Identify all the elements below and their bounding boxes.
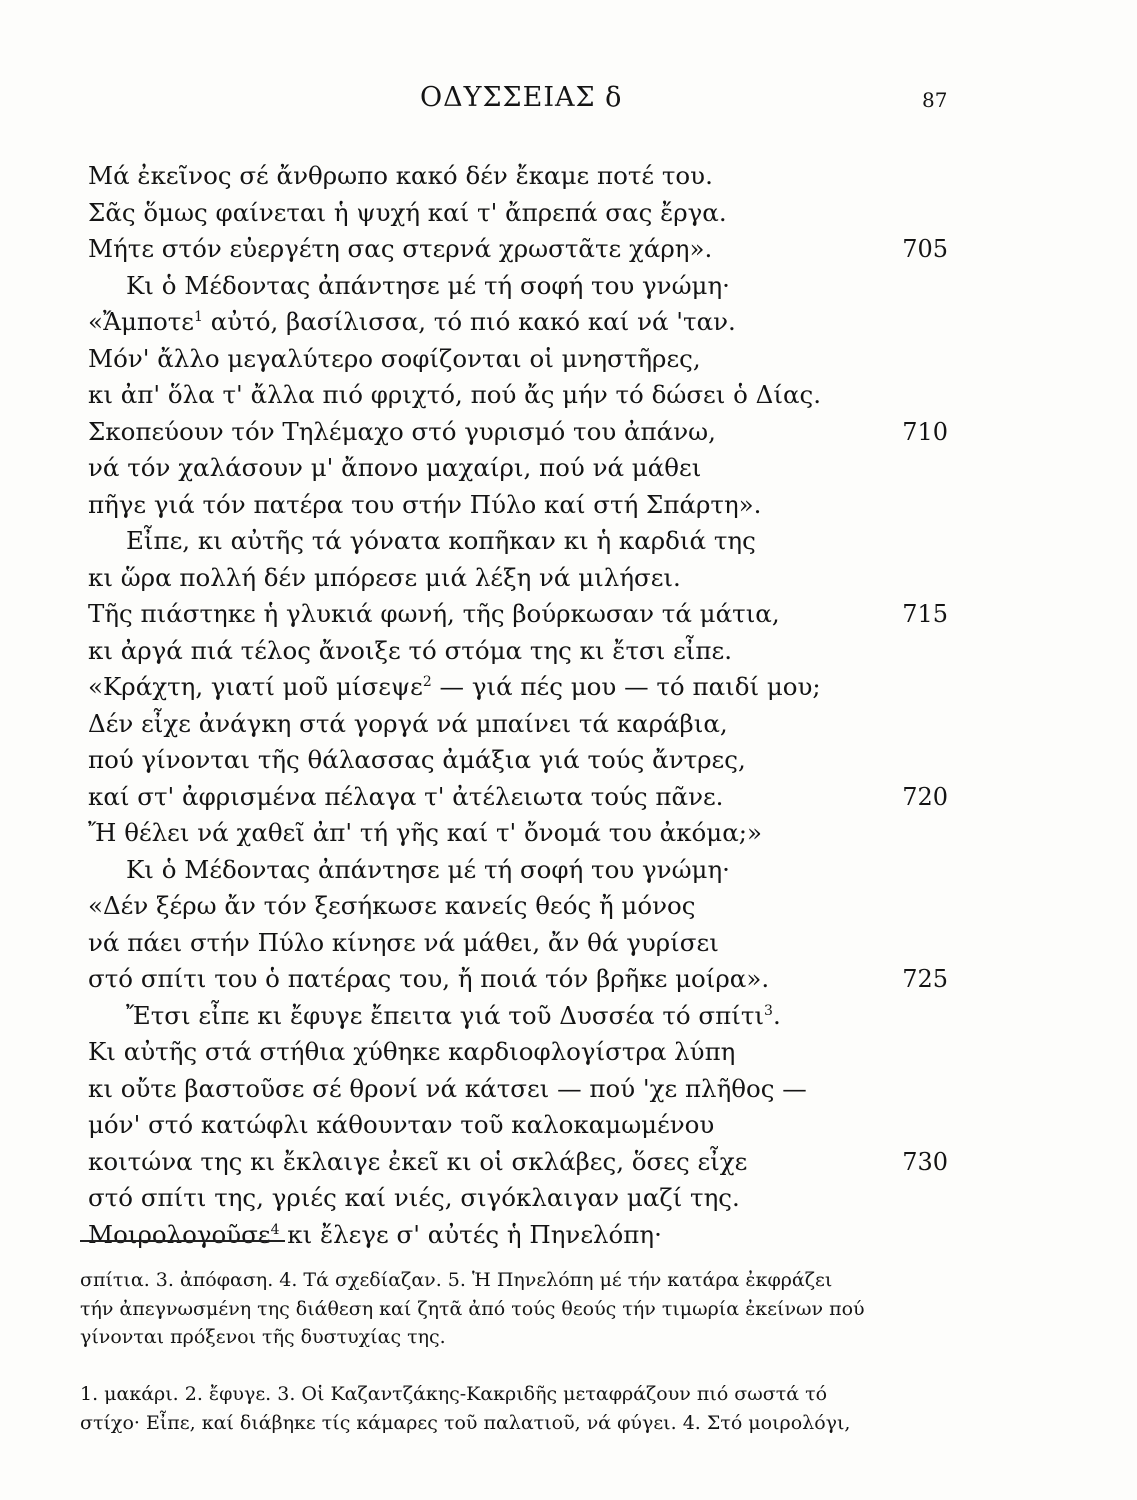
verse-text: κι ἀργά πιά τέλος ἄνοιξε τό στόμα της κι ἔτσι εἶπε. — [88, 635, 732, 665]
verse-line-text — [88, 307, 736, 336]
verse-text: κοιτώνα της κι ἔκλαιγε ἐκεῖ κι οἱ σκλάβες, ὅσες εἶχε — [88, 1146, 748, 1176]
verse-line — [88, 1180, 948, 1217]
verse-line — [88, 925, 948, 962]
verse-text: Μά ἐκεῖνος σέ ἄνθρωπο κακό δέν ἔκαμε ποτέ του. — [88, 161, 713, 190]
line-number: 710 — [902, 417, 948, 446]
verse-text: Σκοπεύουν τόν Τηλέμαχο στό γυρισμό του ἀπάνω, — [88, 416, 716, 446]
verse-text: Μήτε στόν εὐεργέτη σας στερνά χρωστᾶτε χάρη». — [88, 234, 713, 263]
verse-text: Τῆς πιάστηκε ἡ γλυκιά φωνή, τῆς βούρκωσαν τά μάτια, — [88, 599, 780, 628]
verse-line — [88, 706, 948, 743]
verse-line-text — [88, 380, 821, 409]
verse-line-text — [88, 1074, 807, 1103]
verse-line — [88, 195, 948, 232]
verse-line — [88, 487, 948, 524]
verse-text: Κι ὁ Μέδοντας ἀπάντησε μέ τή σοφή του γνώμη· — [126, 854, 730, 884]
verse-line — [88, 1217, 948, 1254]
verse-line-text — [88, 1147, 747, 1176]
verse-line-text — [88, 636, 732, 665]
footnote-line: στίχο· Εἶπε, καί διάβηκε τίς κάμαρες τοῦ παλατιοῦ, νά φύγει. 4. Στό μοιρολόγι, — [80, 1411, 851, 1434]
verse-line — [88, 669, 948, 706]
verse-line-text — [88, 964, 769, 993]
verse-text-continued: . — [772, 1000, 781, 1030]
verse-line-text — [88, 818, 762, 847]
verse-text: κι οὔτε βαστοῦσε σέ θρονί νά κάτσει — πού 'χε πλῆθος — — [88, 1073, 807, 1103]
verse-line — [88, 961, 948, 998]
verse-line — [88, 596, 948, 633]
footnote-line: γίνονται πρόξενοι τῆς δυστυχίας της. — [80, 1326, 446, 1348]
verse-line-text — [88, 1001, 781, 1030]
footnote-line: τήν ἀπεγνωσμένη της διάθεση καί ζητᾶ ἀπό τούς θεούς τήν τιμωρία ἐκείνων πού — [80, 1297, 865, 1320]
footnote-rule — [80, 1240, 285, 1242]
verse-line — [88, 450, 948, 487]
running-header-title: ΟΔΥΣΣΕΙΑΣ δ — [420, 82, 623, 113]
footnote-marker: 1 — [194, 309, 203, 325]
verse-text: «Ἄμποτε — [88, 307, 194, 336]
verse-line-text — [88, 599, 780, 628]
verse-line-text — [88, 672, 821, 701]
verse-text: κι ὥρα πολλή δέν μπόρεσε μιά λέξη νά μιλήσει. — [88, 562, 681, 592]
line-number: 725 — [902, 965, 948, 993]
verse-text-continued: αὐτό, βασίλισσα, τό πιό κακό καί νά 'ταν. — [202, 307, 736, 336]
verse-line — [88, 414, 948, 451]
verse-line-text — [88, 563, 681, 592]
verse-text: Σᾶς ὅμως φαίνεται ἡ ψυχή καί τ' ἄπρεπά σας ἔργα. — [88, 197, 727, 227]
verse-line-text — [88, 417, 716, 446]
verse-text: Κι αὐτῆς στά στήθια χύθηκε καρδιοφλογίστρα λύπη — [88, 1037, 736, 1066]
line-number: 720 — [902, 782, 948, 811]
page-number: 87 — [922, 88, 948, 112]
verse-text-continued: κι ἔλεγε σ' αὐτές ἡ Πηνελόπη· — [279, 1219, 662, 1249]
verse-line — [88, 633, 948, 670]
verse-line — [88, 852, 948, 889]
verse-text: Εἶπε, κι αὐτῆς τά γόνατα κοπῆκαν κι ἡ καρδιά της — [126, 526, 756, 555]
verse-line — [88, 779, 948, 816]
footnote-marker: 3 — [764, 1002, 773, 1019]
footnote-marker: 4 — [270, 1221, 280, 1238]
verse-line-text — [88, 526, 756, 555]
verse-text: νά τόν χαλάσουν μ' ἄπονο μαχαίρι, πού νά μάθει — [88, 453, 702, 482]
footnotes-continued — [80, 1266, 940, 1352]
verse-text: Ἔτσι εἶπε κι ἔφυγε ἔπειτα γιά τοῦ Δυσσέα τό σπίτι — [126, 1000, 765, 1030]
verse-line — [88, 888, 948, 925]
verse-text: νά πάει στήν Πύλο κίνησε νά μάθει, ἄν θά γυρίσει — [88, 927, 719, 957]
verse-line-text — [88, 855, 730, 884]
verse-line — [88, 158, 948, 195]
verse-line — [88, 268, 948, 305]
line-number: 715 — [902, 600, 948, 628]
verse-line — [88, 304, 948, 341]
verse-line — [88, 1144, 948, 1181]
verse-line-text — [88, 782, 723, 811]
verse-text: στό σπίτι του ὁ πατέρας του, ἤ ποιά τόν βρῆκε μοίρα». — [88, 964, 770, 993]
verse-line-text — [88, 234, 712, 263]
line-number: 705 — [902, 235, 948, 263]
verse-line-text — [88, 1110, 714, 1139]
verse-text: καί στ' ἀφρισμένα πέλαγα τ' ἀτέλειωτα τούς πᾶνε. — [88, 781, 724, 811]
verse-text: Μόν' ἄλλο μεγαλύτερο σοφίζονται οἱ μνηστῆρες, — [88, 343, 701, 373]
verse-text: πού γίνονται τῆς θάλασσας ἀμάξια γιά τούς ἄντρες, — [88, 745, 746, 774]
footnote-line: 1. μακάρι. 2. ἔφυγε. 3. Οἱ Καζαντζάκης-Κακριδῆς μεταφράζουν πιό σωστά τό — [80, 1383, 828, 1405]
verse-line-text — [88, 745, 746, 774]
line-number: 730 — [902, 1147, 948, 1176]
footnotes-page — [80, 1380, 940, 1437]
verse-line-text — [88, 271, 730, 300]
verse-line — [88, 377, 948, 414]
verse-line — [88, 231, 948, 268]
verse-line-text — [88, 198, 727, 227]
verse-line-text — [88, 709, 728, 738]
verse-line — [88, 1071, 948, 1108]
verse-block — [88, 158, 948, 1253]
verse-text: κι ἀπ' ὅλα τ' ἄλλα πιό φριχτό, πού ἄς μήν τό δώσει ὁ Δίας. — [88, 380, 822, 409]
verse-text: Δέν εἶχε ἀνάγκη στά γοργά νά μπαίνει τά καράβια, — [88, 708, 728, 738]
footnote-marker: 2 — [422, 674, 432, 690]
verse-text: Κι ὁ Μέδοντας ἀπάντησε μέ τή σοφή του γνώμη· — [126, 270, 730, 300]
verse-text: «Δέν ξέρω ἄν τόν ξεσήκωσε κανείς θεός ἤ μόνος — [88, 891, 696, 920]
verse-text: Μοιρολογοῦσε — [88, 1219, 271, 1249]
verse-text: Ἤ θέλει νά χαθεῖ ἀπ' τή γῆς καί τ' ὄνομά του ἀκόμα;» — [88, 818, 763, 847]
verse-line-text — [88, 161, 713, 190]
verse-line — [88, 998, 948, 1035]
verse-text-continued: — γιά πές μου — τό παιδί μου; — [431, 672, 821, 701]
verse-line — [88, 815, 948, 852]
verse-text: πῆγε γιά τόν πατέρα του στήν Πύλο καί στή Σπάρτη». — [88, 489, 762, 519]
verse-line — [88, 341, 948, 378]
verse-line-text — [88, 344, 701, 373]
verse-line-text — [88, 453, 701, 482]
verse-line — [88, 560, 948, 597]
verse-line-text — [88, 928, 719, 957]
verse-line-text — [88, 891, 695, 920]
footnote-line: σπίτια. 3. ἀπόφαση. 4. Τά σχεδίαζαν. 5. Ἡ Πηνελόπη μέ τήν κατάρα ἐκφράζει — [80, 1269, 833, 1291]
verse-line-text — [88, 1220, 662, 1249]
verse-line-text — [88, 490, 761, 519]
verse-text: στό σπίτι της, γριές καί νιές, σιγόκλαιγαν μαζί της. — [88, 1183, 740, 1212]
verse-line — [88, 742, 948, 779]
verse-line-text — [88, 1183, 740, 1212]
verse-text: μόν' στό κατώφλι κάθουνταν τοῦ καλοκαμωμένου — [88, 1110, 715, 1139]
verse-line — [88, 1034, 948, 1071]
verse-line-text — [88, 1037, 735, 1066]
verse-line — [88, 523, 948, 560]
verse-line — [88, 1107, 948, 1144]
verse-text: «Κράχτη, γιατί μοῦ μίσεψε — [88, 672, 423, 701]
